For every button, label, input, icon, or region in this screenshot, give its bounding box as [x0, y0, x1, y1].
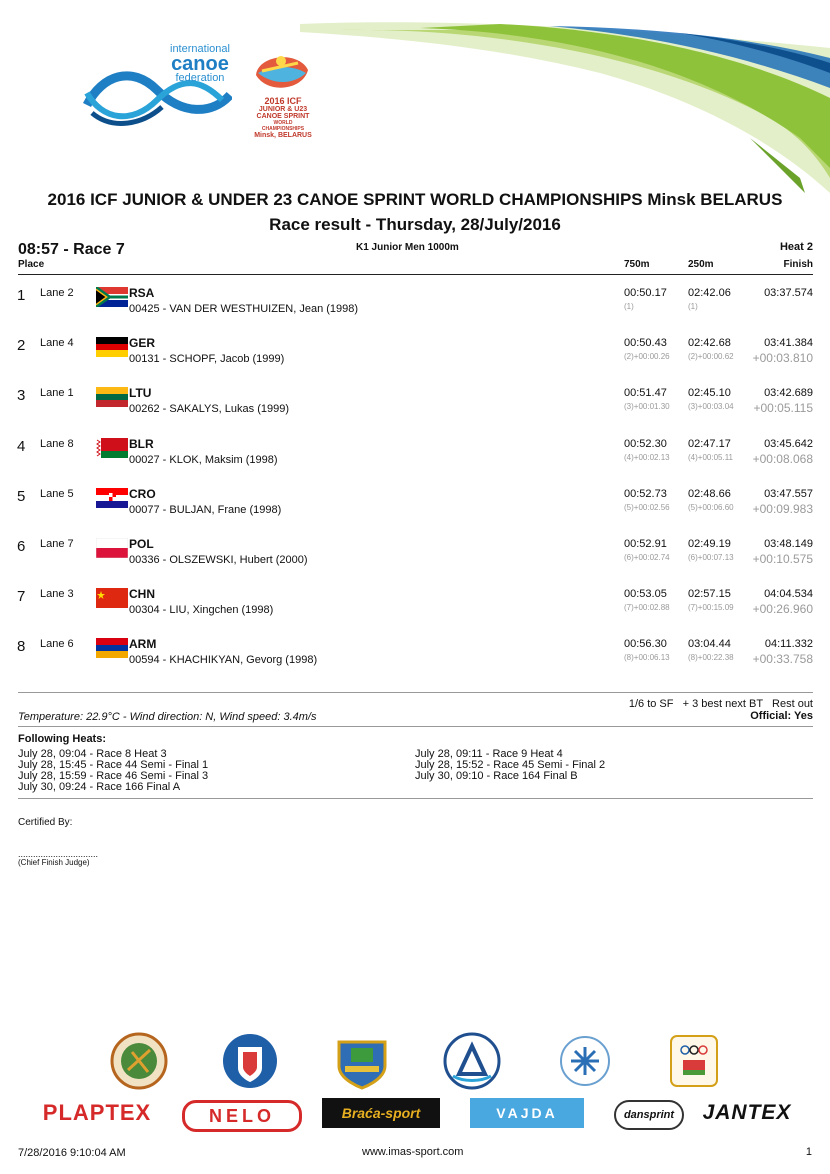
result-time-behind: +00:08.068: [752, 451, 813, 466]
following-heat-item: July 30, 09:10 - Race 164 Final B: [415, 770, 578, 782]
result-lane: Lane 3: [40, 588, 74, 601]
result-split-750m: (2)+00:00.26: [624, 352, 670, 362]
result-split-250m: (3)+00:03.04: [688, 402, 734, 412]
result-nation: ARM: [129, 637, 157, 652]
result-athlete: 00594 - KHACHIKYAN, Gevorg (1998): [129, 654, 318, 667]
race-heat: Heat 2: [779, 241, 813, 253]
federation-emblem-1: [110, 1032, 168, 1090]
result-athlete: 00131 - SCHOPF, Jacob (1999): [129, 353, 285, 366]
olympic-committee-emblem: [665, 1032, 723, 1090]
icf-logo-line-2: canoe: [171, 53, 229, 75]
sponsor-jantex: JANTEX: [702, 1101, 792, 1124]
race-time: 08:57 - Race 7: [18, 241, 125, 258]
arm-flag-icon: [96, 638, 128, 658]
result-split-750m: (6)+00:02.74: [624, 553, 670, 562]
qualification-legend: 1/6 to SF + 3 best next BT Rest out: [628, 698, 813, 710]
result-split-250m: (1): [688, 302, 698, 311]
champ-logo-line-4: WORLD CHAMPIONSHIPS: [261, 120, 305, 132]
result-nation: GER: [129, 336, 156, 351]
result-row: [0, 634, 830, 682]
result-place: 2: [17, 337, 26, 355]
result-place: 5: [17, 487, 26, 505]
result-lane: Lane 6: [40, 638, 74, 651]
result-time-750m: 00:53.05: [624, 588, 667, 601]
result-athlete: 00077 - BULJAN, Frane (1998): [129, 503, 282, 516]
result-lane: Lane 8: [40, 437, 74, 450]
following-heat-item: July 28, 15:52 - Race 45 Semi - Final 2: [415, 759, 606, 771]
region-emblem: [333, 1032, 391, 1090]
result-row: [0, 534, 830, 582]
blr-flag-icon: [96, 438, 128, 458]
result-time-250m: 02:47.17: [688, 437, 731, 450]
result-place: 7: [17, 588, 26, 606]
result-time-behind: +00:10.575: [752, 552, 813, 566]
champ-logo-line-3: CANOE SPRINT: [256, 113, 310, 120]
following-heat-item: July 28, 15:45 - Race 44 Semi - Final 1: [18, 759, 209, 771]
result-time-250m: 02:48.66: [688, 487, 731, 500]
championship-logo-text: [252, 97, 314, 139]
ger-flag-icon: [96, 337, 128, 357]
result-finish-time: 04:11.332: [764, 638, 813, 651]
result-time-behind: +00:03.810: [752, 351, 813, 366]
column-header-place: Place: [18, 259, 45, 270]
following-heat-item: July 28, 09:11 - Race 9 Heat 4: [415, 748, 563, 760]
official-status: Official: Yes: [750, 710, 813, 722]
result-split-750m: (7)+00:02.88: [624, 603, 670, 613]
result-row: [0, 333, 830, 381]
result-time-750m: 00:56.30: [624, 638, 667, 651]
result-time-250m: 02:42.68: [688, 337, 731, 350]
result-lane: Lane 1: [40, 387, 74, 400]
result-row: [0, 584, 830, 632]
result-lane: Lane 2: [40, 287, 74, 299]
icf-logo-line-1: international: [170, 43, 230, 55]
city-emblem: [221, 1032, 279, 1090]
weather-info: Temperature: 22.9°C - Wind direction: N, Wind speed: 3.4m/s: [18, 711, 317, 723]
result-nation: CHN: [129, 587, 155, 602]
ltu-flag-icon: [96, 387, 128, 407]
results-divider: [18, 692, 813, 693]
result-nation: LTU: [129, 386, 152, 401]
result-split-250m: (4)+00:05.11: [688, 452, 733, 462]
certified-by-label: Certified By:: [18, 817, 73, 828]
chn-flag-icon: [96, 588, 128, 608]
column-header-750m: 750m: [624, 259, 650, 270]
following-heat-item: July 30, 09:24 - Race 166 Final A: [18, 781, 181, 793]
result-athlete: 00027 - KLOK, Maksim (1998): [129, 453, 278, 466]
result-finish-time: 03:48.149: [764, 538, 813, 550]
result-split-250m: (8)+00:22.38: [688, 653, 734, 663]
sponsor-braca-sport: Braća-sport: [322, 1098, 440, 1128]
sponsor-vajda: VAJDA: [470, 1098, 584, 1128]
race-event: K1 Junior Men 1000m: [356, 242, 459, 253]
following-heat-item: July 28, 09:04 - Race 8 Heat 3: [18, 748, 167, 760]
result-split-750m: (4)+00:02.13: [624, 452, 670, 462]
sponsor-plaptex: PLAPTEX: [42, 1100, 152, 1125]
result-nation: RSA: [129, 286, 155, 300]
result-time-behind: +00:33.758: [752, 652, 813, 667]
result-athlete: 00304 - LIU, Xingchen (1998): [129, 604, 274, 617]
result-time-250m: 02:49.19: [688, 538, 731, 550]
result-time-behind: +00:05.115: [753, 401, 813, 416]
result-time-750m: 00:52.91: [624, 538, 667, 550]
result-finish-time: 03:45.642: [764, 437, 813, 450]
result-nation: CRO: [129, 486, 156, 501]
following-heats-title: Following Heats:: [18, 733, 106, 745]
result-time-behind: +00:26.960: [752, 602, 813, 617]
result-row: [0, 283, 830, 331]
result-place: 6: [17, 538, 26, 555]
result-place: 3: [17, 387, 26, 405]
rsa-flag-icon: [96, 287, 128, 307]
document-title: 2016 ICF JUNIOR & UNDER 23 CANOE SPRINT WORLD CHAMPIONSHIPS Minsk BELARUS: [47, 190, 783, 209]
signature-line: ................................: [18, 849, 99, 859]
result-time-250m: 03:04.44: [688, 638, 731, 651]
result-place: 4: [17, 437, 26, 455]
result-finish-time: 03:42.689: [764, 387, 813, 400]
result-lane: Lane 4: [40, 337, 74, 350]
result-row: [0, 434, 830, 482]
result-split-250m: (6)+00:07.13: [688, 553, 734, 562]
pol-flag-icon: [96, 538, 128, 558]
result-split-750m: (8)+00:06.13: [624, 653, 670, 663]
result-time-250m: 02:42.06: [688, 287, 731, 299]
result-finish-time: 03:41.384: [764, 337, 813, 350]
result-split-750m: (5)+00:02.56: [624, 502, 670, 512]
result-time-750m: 00:52.30: [624, 437, 667, 450]
result-time-750m: 00:52.73: [624, 487, 667, 500]
result-finish-time: 04:04.534: [764, 588, 813, 601]
result-split-750m: (3)+00:01.30: [624, 402, 670, 412]
result-finish-time: 03:37.574: [764, 287, 813, 299]
result-place: 8: [17, 638, 26, 656]
weather-divider: [18, 726, 813, 727]
footer-website: www.imas-sport.com: [362, 1146, 464, 1158]
result-finish-time: 03:47.557: [764, 487, 813, 500]
result-time-250m: 02:45.10: [688, 387, 731, 400]
cro-flag-icon: [96, 488, 128, 508]
champ-logo-line-5: Minsk, BELARUS: [254, 132, 312, 139]
result-time-750m: 00:50.17: [624, 287, 667, 299]
icf-logo-text: [170, 44, 230, 84]
sports-emblem: [556, 1032, 614, 1090]
result-row: [0, 383, 830, 431]
result-place: 1: [17, 287, 26, 304]
result-athlete: 00262 - SAKALYS, Lukas (1999): [129, 403, 290, 416]
page-number: 1: [805, 1146, 812, 1158]
result-time-750m: 00:51.47: [624, 387, 667, 400]
chief-finish-judge-label: (Chief Finish Judge): [18, 858, 90, 867]
result-athlete: 00336 - OLSZEWSKI, Hubert (2000): [129, 554, 308, 566]
result-lane: Lane 7: [40, 538, 74, 550]
result-split-250m: (5)+00:06.60: [688, 502, 734, 512]
result-split-250m: (2)+00:00.62: [688, 352, 734, 362]
result-athlete: 00425 - VAN DER WESTHUIZEN, Jean (1998): [129, 303, 359, 315]
column-header-finish: Finish: [783, 259, 813, 270]
result-nation: POL: [129, 537, 154, 551]
result-nation: BLR: [129, 436, 154, 451]
following-heats-right: [415, 749, 605, 782]
document-subtitle: Race result - Thursday, 28/July/2016: [269, 215, 561, 234]
result-row: [0, 484, 830, 532]
icf-logo-line-3: federation: [175, 72, 225, 84]
following-divider: [18, 798, 813, 799]
result-time-behind: +00:09.983: [752, 501, 813, 516]
header-swoosh-graphic: [300, 18, 830, 193]
following-heats-left: [18, 749, 208, 793]
result-lane: Lane 5: [40, 487, 74, 500]
print-timestamp: 7/28/2016 9:10:04 AM: [18, 1147, 126, 1159]
champ-logo-line-2: JUNIOR & U23: [258, 106, 308, 113]
champ-logo-line-1: 2016 ICF: [264, 96, 302, 106]
canoe-association-emblem: [443, 1032, 501, 1090]
result-split-250m: (7)+00:15.09: [688, 603, 734, 613]
column-header-250m: 250m: [688, 259, 714, 270]
result-time-750m: 00:50.43: [624, 337, 667, 350]
sponsor-nelo: NELO: [182, 1100, 302, 1132]
result-split-750m: (1): [624, 302, 634, 311]
sponsor-dansprint: dansprint: [614, 1100, 684, 1130]
result-time-250m: 02:57.15: [688, 588, 731, 601]
header-divider: [18, 274, 813, 275]
following-heat-item: July 28, 15:59 - Race 46 Semi - Final 3: [18, 770, 209, 782]
